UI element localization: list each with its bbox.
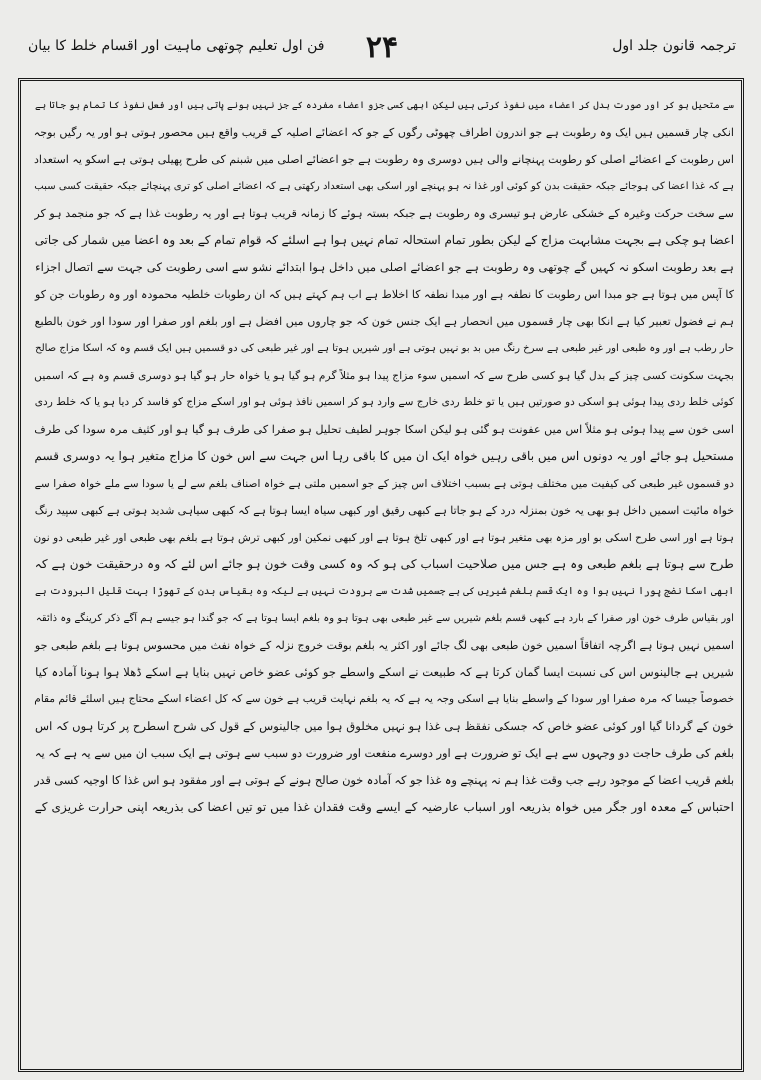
text-line: ہے بعد رطوبت اسکو نہ کہیں گے چوتھی وہ رطوبت ہے جو اعضائے اصلی میں داخل ہوا ابتدائے نشو سے اسی رطوبت کی جہت سے اتصال اجزاء [35,260,734,274]
text-line: طرح سے ہوتا ہے بلغم طبعی وہ ہے جس میں صلاحیت اسباب کی ہو کہ وہ کسی وقت خون ہو جائے اس لئے کہ وہ درحقیقت خون ہے کہ [34,557,734,571]
text-line: اس رطوبت کے اعضائے اصلی کو رطوبت پہنچانے والی ہیں دوسری وہ رطوبت ہے جو اعضائے اصلی میں شبنم کی طرح پھیلی ہوتی ہے اسکو یہ استعداد [34,153,734,166]
text-line: کوئی خلط ردی پیدا ہوئی ہو اسکی دو صورتیں ہیں یا تو خلط ردی خارج سے وارد ہو کر اسمیں نافذ ہوئی ہو اور اسکے مزاج کو فاسد کر دیا ہو یا کہ خلط ردی [34,396,734,408]
text-line: سے سخت حرکت وغیرہ کے خشکی عارض ہو تیسری وہ رطوبت ہے جبکہ بستہ ہوئے کا زمانہ قریب ہوتا ہے اور یہ رطوبت غذا ہے کہ جو منجمد ہو کر [34,207,734,220]
text-line: شیریں ہے جالینوس اس کی نسبت ایسا گمان کرتا ہے کہ طبیعت نے اسکے واسطے جو کوئی عضو خاص نہیں بنایا ہے اسکے ڈھلا ہوا ہونا آمادہ کیا [35,665,734,679]
text-line: بجہت سکونت کسی چیز کے بدل گیا ہو کسی طرح سے کہ اسمیں سوء مزاج پیدا ہو مثلاً گرم ہو گیا ہو یا خواہ حار ہو گیا ہو دوسری قسم وہ ہے کہ اسمیں [34,369,734,382]
text-line: انکی چار قسمیں ہیں ایک وہ رطوبت ہے جو اندرون اطراف چھوٹی رگوں کے جو کہ اعضائے اصلیہ کے قریب واقع ہیں محصور ہوتی ہو اور یہ رگیں بوجہ [34,126,734,139]
text-line: ہے کہ غذا اعضا کی ہوجائے جبکہ حقیقت بدن کو کوئی اور غذا نہ ہو پہنچے اور اسکی بھی استعداد رکھتی ہے کہ اعضائے اصلی کو تری پہنچائے جبکہ حقیقت کسی سبب [34,181,734,192]
text-line: دو قسموں غیر طبعی کی کیفیت میں مختلف ہوتی ہے بسبب اختلاف اس چیز کے جو اسمیں ملتی ہے خواہ اصناف بلغم سے لے یا سودا سے ملے خواہ صفرا سے [34,477,734,490]
page-header [24,30,740,78]
text-line: خواہ مائیت اسمیں داخل ہو بھی یہ خون بمنزلہ درد کے ہو جاتا ہے کبھی رقیق اور کبھی سیاہ ایسا ہوتا ہے کہ کبھی سیاہی شدید ہوتی ہے کبھی سپید رنگ [34,504,734,517]
text-line: کا آپس میں ہوتا ہے جو مبدا اس رطوبت کا نطفہ ہے اور مبدا نطفہ کا اخلاط ہے اب ہم کہتے ہیں کہ ان رطوبات خلطیہ محمودہ اور وہ رطوبات جن کو [35,288,734,301]
text-line: اسی خون سے پیدا ہوئی ہو مثلاً اس میں عفونت ہو گئی ہو لیکن اسکا جوہر لطیف تحلیل ہو صفرا کی طرف ہو گیا ہو اور کثیف مرہ سودا کی طرف [34,423,734,436]
text-line: ہوتا ہے اور اسی طرح اسکی بو اور مزہ بھی متغیر ہوتا ہے اور کبھی تلخ ہوتا ہے اور کبھی نمکین اور کبھی ترش ہوتا ہے بلغم بھی طبعی اور غیر طبعی دو نون [34,531,734,544]
text-line: خون کے گردانا گیا اور کوئی عضو خاص کہ جسکی نفقظ ہی غذا ہو نہیں مخلوق ہوا میں جالینوس کے قول کی شرح اسطرح پر کرتا ہوں کہ اس [34,719,734,733]
page-number: ۲۴ [365,30,399,65]
text-line: بلغم قریب اعضا کے موجود رہے جب وقت غذا ہم نہ پہنچے وہ غذا جو کہ آمادہ خون صالح ہونے کے ہوتی ہے اور مفقود ہو اس غذا کا اوجیہ کسی قدر [34,774,734,787]
text-line: ابھی اسکا نضج پورا نہیں ہوا وہ ایک قسم بلغم شیریں کی ہے جسمیں شدت سے برودت نہیں ہے لیکہ وہ بقیاس بدن کے تھوڑا بہت قلیل البرودت ہے [34,586,734,597]
text-line: احتباس کے معدہ اور جگر میں خواہ بذریعہ اور اسباب عارضیہ کے ایسے وقت فقدان غذا میں تو تیں اعضا کی بذریعہ اپنی حرارت غریزی کے [34,800,734,814]
text-line: حار رطب ہے اور وہ طبعی اور غیر طبعی ہے سرخ رنگ میں بد بو نہیں ہوتی ہے اور شیریں ہوتا ہے اور غیر طبعی کی دو قسمیں ہیں ایک قسم وہ کہ اسکا مزاج صالح [35,343,734,354]
text-line: مستحیل ہو جائے اور یہ دونوں اس میں باقی رہیں خواہ ایک ان میں کا باقی رہا اس جہت سے اس خون کا مزاج متغیر ہوا یہ دوسری قسم [34,449,734,463]
text-line: خصوصاً جیسا کہ مرہ صفرا اور سودا کے واسطے بنایا ہے اسکی وجہ یہ ہے کہ یہ بلغم نہایت قریب ہے خون سے کہ کل اعضاء اسکے محتاج ہیں اسلئے قائم مقام [34,693,734,705]
text-line: اسمیں نہیں ہوتا ہے اگرچہ اتفاقاً اسمیں خون طبعی بھی لگ جائے اور اکثر یہ بلغم بوقت خروج نزلہ کے خواہ نفث میں محسوس ہوتا ہے بلغم طبعی جو [34,639,734,652]
book-title: ترجمہ قانون جلد اول [612,38,736,54]
text-line: بلغم کی طرف حاجت دو وجہوں سے ہے ایک تو ضرورت ہے اور دوسرے منفعت اور ضرورت دو سبب سے ہوتی ہے ایک سبب ان میں سے یہ ہے کہ یہ [34,746,734,760]
text-line: ہم نے فضول تعبیر کیا ہے انکا بھی چار قسموں میں انحصار ہے ایک جنس خون کہ جو چاروں میں افضل ہے اور بلغم اور صفرا اور سودا اور خون بالطبع [34,315,734,328]
text-line: اعضا ہو چکی ہے بجہت مشابہت مزاج کے لیکن بطور تمام استحالہ تمام نہیں ہوا ہے اسلئے کہ قوام تمام کے بعد وہ اعضا میں شمار کی جاتی [34,233,734,247]
text-line: سے متحیل ہو کر اور صورت بدل کر اعضاء میں نفوذ کرتی ہیں لیکن ابھی کسی جزو اعضاء مفردہ کے جز نہیں ہونے پاتی ہیں اور فعل نفوذ کا تمام ہو جاتا ہے [35,100,734,111]
text-line: اور بقیاس طرف خون اور صفرا کے بارد ہے کبھی قسم بلغم شیریں سے غیر طبعی بھی ہوتا ہو وہ بلغم ایسا ہوتا ہے کہ جو گندا ہو جیسے ہم آگے ذکر کرینگے وہ ذائقہ [35,613,734,624]
body-text [34,92,734,1060]
chapter-title: فن اول تعلیم چوتھی ماہیت اور اقسام خلط کا بیان [28,38,325,54]
